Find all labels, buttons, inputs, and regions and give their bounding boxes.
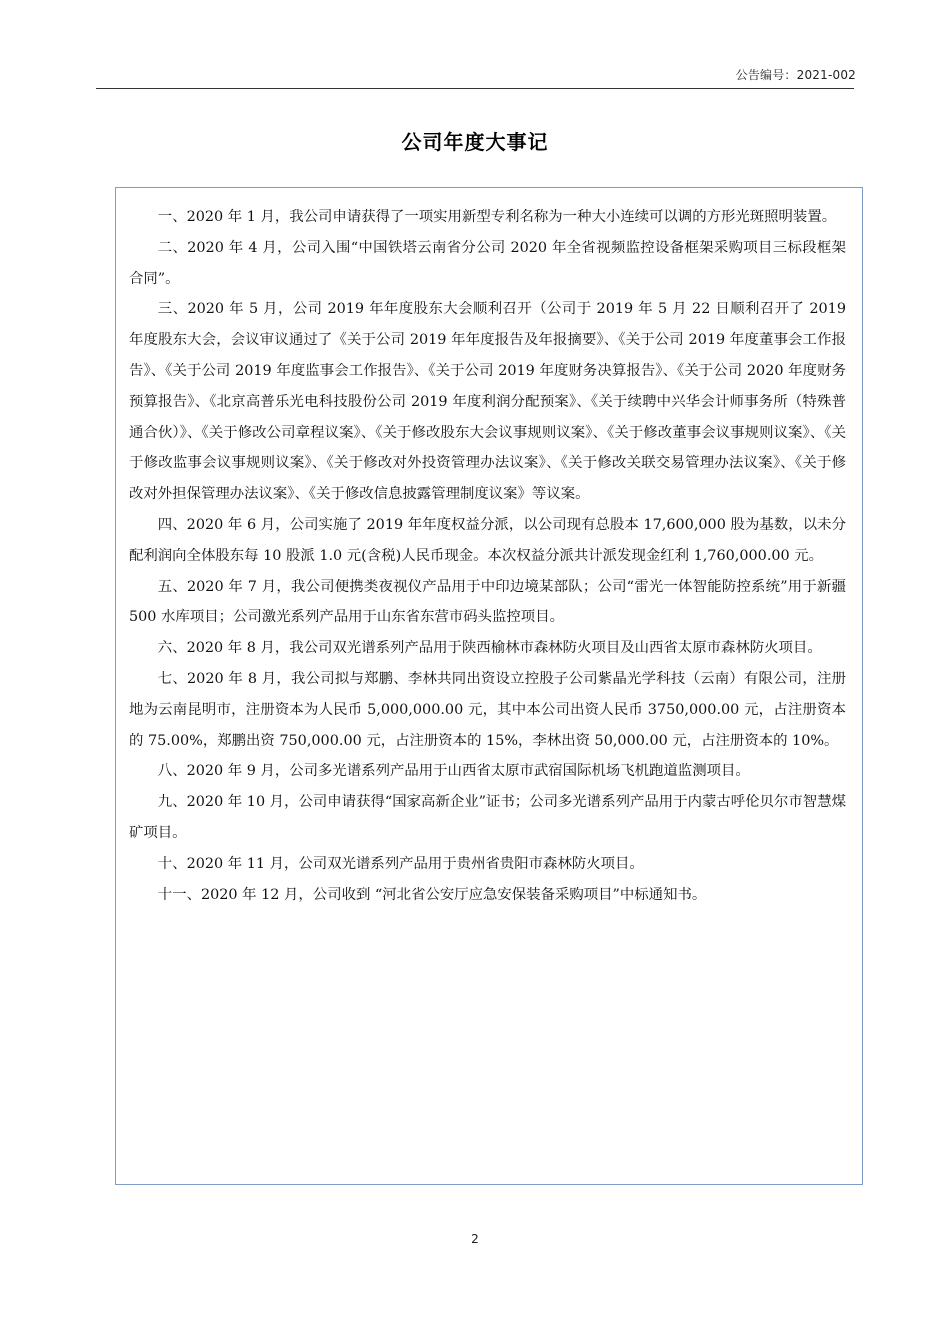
event-item-2: 二、2020 年 4 月，公司入围“中国铁塔云南省分公司 2020 年全省视频监控设备框架采购项目三标段框架合同”。 (129, 239, 846, 287)
event-item-9: 九、2020 年 10 月，公司申请获得“国家高新企业”证书；公司多光谱系列产品用于内蒙古呼伦贝尔市智慧煤矿项目。 (129, 794, 846, 841)
announcement-number: 公告编号：2021-002 (735, 68, 856, 82)
header-divider (96, 88, 854, 89)
event-item-4: 四、2020 年 6 月，公司实施了 2019 年年度权益分派，以公司现有总股本 17,600,000 股为基数，以未分配利润向全体股东每 10 股派 1.0 元(含税)人民币现金。本次权益分派共计派发现金红利 1,760,000.00 元。 (129, 516, 846, 564)
event-item-11: 十一、2020 年 12 月，公司收到 “河北省公安厅应急安保装备采购项目”中标通知书。 (157, 886, 707, 903)
page-title: 公司年度大事记 (401, 130, 549, 154)
event-item-5: 五、2020 年 7 月，我公司便携类夜视仪产品用于中印边境某部队；公司“雷光一体智能防控系统”用于新疆 500 水库项目；公司激光系列产品用于山东省东营市码头监控项目。 (129, 578, 846, 626)
event-item-6: 六、2020 年 8 月，我公司双光谱系列产品用于陕西榆林市森林防火项目及山西省太原市森林防火项目。 (157, 640, 822, 657)
events-box (115, 187, 863, 1185)
event-item-10: 十、2020 年 11 月，公司双光谱系列产品用于贵州省贵阳市森林防火项目。 (157, 855, 644, 872)
event-item-8: 八、2020 年 9 月，公司多光谱系列产品用于山西省太原市武宿国际机场飞机跑道监测项目。 (157, 763, 750, 780)
event-item-3: 三、2020 年 5 月，公司 2019 年年度股东大会顺利召开（公司于 2019 年 5 月 22 日顺利召开了 2019 年度股东大会，会议审议通过了《关于公司 2019 年年度报告及年报摘要》、《关于公司 2019 年度董事会工作报告》、《关于公司 2019 年度监事会工作报告》、《关于公司 2019 年度财务决算报告》、《关于公司 2020 年度财务预算报告》、《北京高普乐光电科技股份公司 2019 年度利润分配预案》、《关于续聘中兴华会计师事务所（特殊普通合伙）》、《关于修改公司章程议案》、《关于修改股东大会议事规则议案》、《关于修改董事会议事规则议案》、《关于修改监事会议事规则议案》、《关于修改对外投资管理办法议案》、《关于修改关联交易管理办法议案》、《关于修改对外担保管理办法议案》、《关于修改信息披露管理制度议案》等议案。 (129, 301, 846, 503)
event-item-7: 七、2020 年 8 月，我公司拟与郑鹏、李林共同出资设立控股子公司紫晶光学科技（云南）有限公司，注册地为云南昆明市，注册资本为人民币 5,000,000.00 元，其中本公司出资人民币 3750,000.00 元，占注册资本的 75.00%，郑鹏出资 750,000.00 元，占注册资本的 15%，李林出资 50,000.00 元，占注册资本的 10%。 (129, 670, 846, 749)
page-number: 2 (471, 1232, 479, 1246)
event-item-1: 一、2020 年 1 月，我公司申请获得了一项实用新型专利名称为一种大小连续可以调的方形光斑照明装置。 (157, 209, 837, 225)
